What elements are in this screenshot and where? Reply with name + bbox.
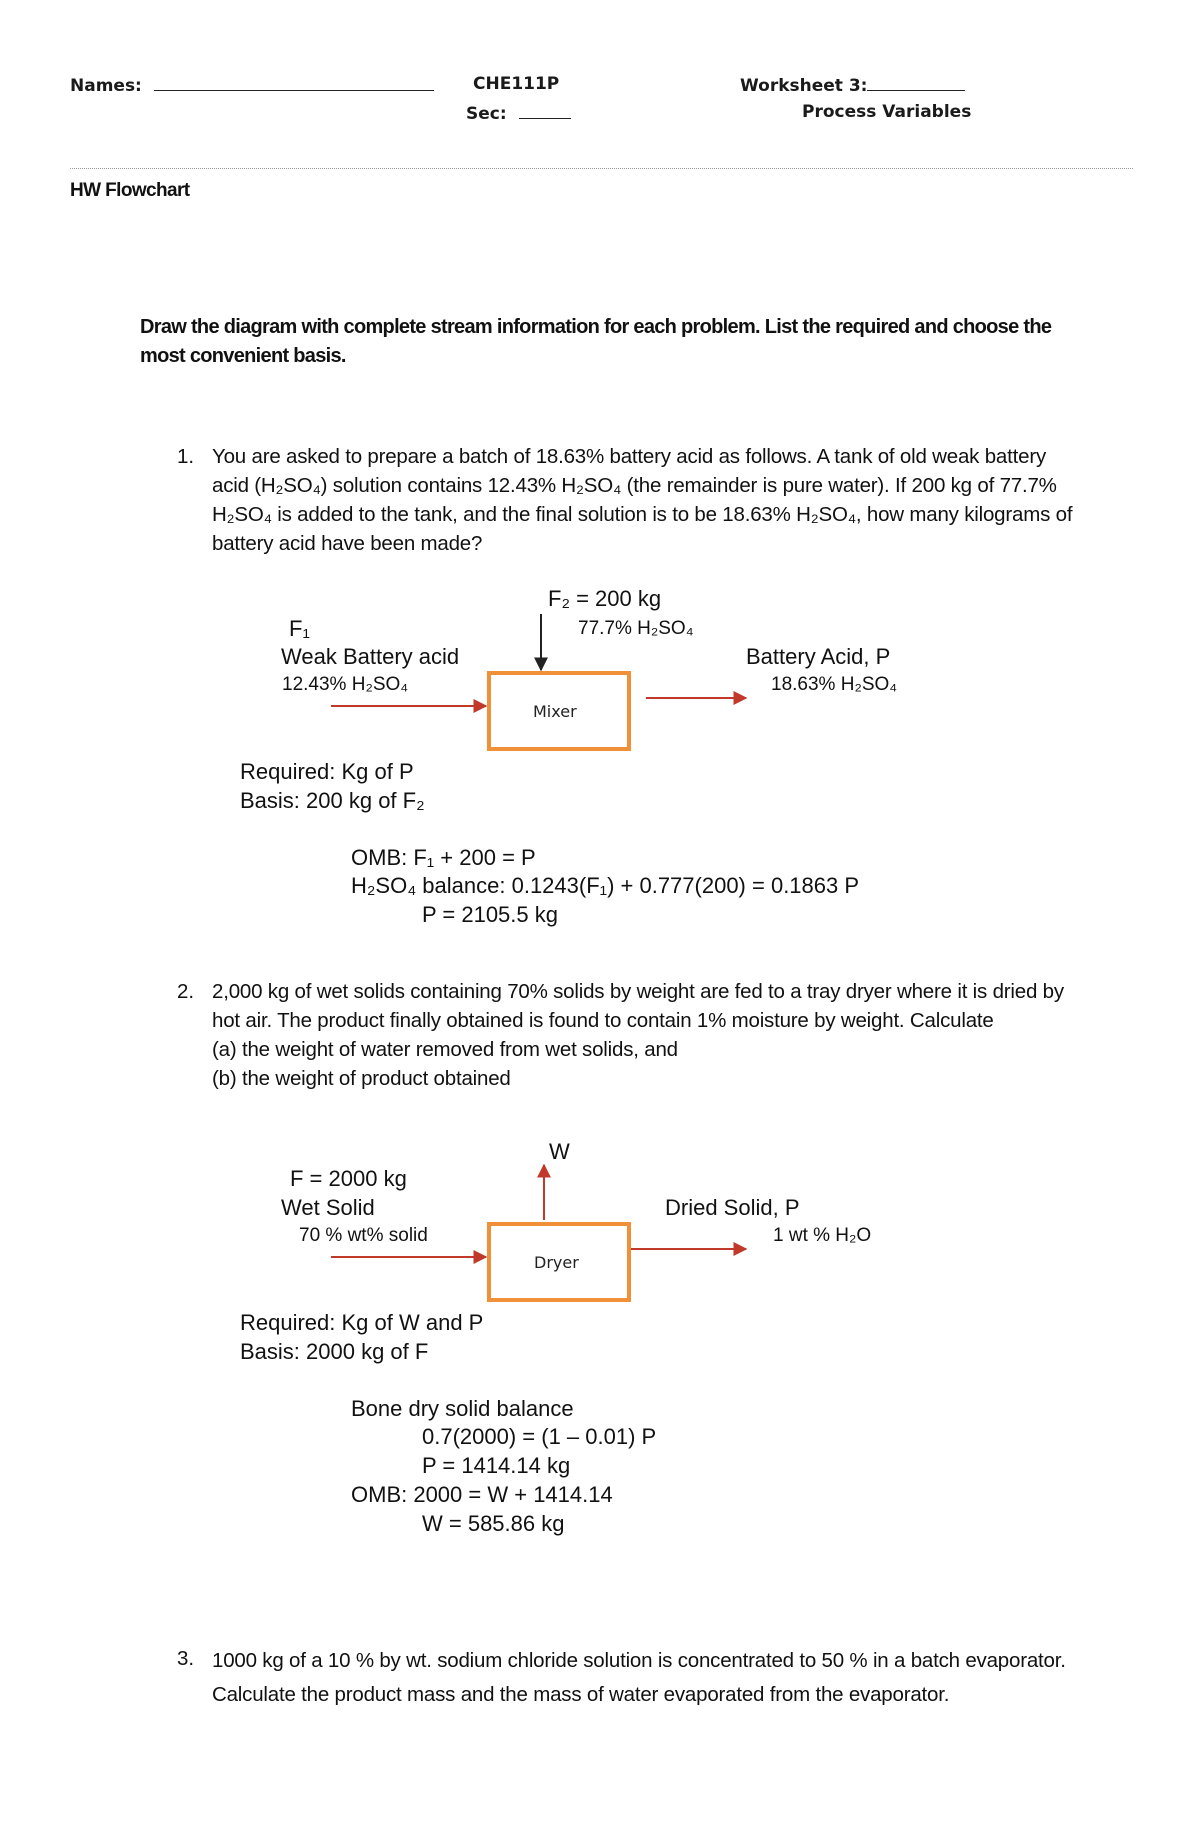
problem-1-acid-balance: H₂SO₄ balance: 0.1243(F₁) + 0.777(200) = 0.1863 P — [351, 873, 860, 898]
mixer-feed-description: Weak Battery acid — [281, 644, 460, 669]
problem-3-line: Calculate the product mass and the mass of water evaporated from the evaporator. — [212, 1683, 950, 1706]
dryer-feed-composition: 70 % wt% solid — [299, 1225, 428, 1246]
mixer-product-description: Battery Acid, P — [746, 644, 891, 669]
instructions-line-1: Draw the diagram with complete stream information for each problem. List the required and choose the — [140, 316, 1052, 338]
problem-2-line: (b) the weight of product obtained — [212, 1067, 511, 1090]
problem-2-number: 2. — [177, 980, 195, 1003]
problem-1-required: Required: Kg of P — [240, 759, 414, 784]
mixer-unit-label: Mixer — [533, 702, 577, 721]
problem-2-line: hot air. The product finally obtained is found to contain 1% moisture by weight. Calculate — [212, 1009, 994, 1032]
problem-2-line: (a) the weight of water removed from wet solids, and — [212, 1038, 678, 1061]
problem-2-product-answer: P = 1414.14 kg — [422, 1453, 571, 1478]
instructions-line-2: most convenient basis. — [140, 345, 346, 367]
dryer-product-description: Dried Solid, P — [665, 1195, 800, 1220]
worksheet-label: Worksheet 3: — [740, 76, 868, 96]
problem-2-line: 2,000 kg of wet solids containing 70% solids by weight are fed to a tray dryer where it is dried by — [212, 980, 1064, 1003]
problem-1-answer: P = 2105.5 kg — [422, 902, 558, 927]
topic: Process Variables — [802, 102, 972, 122]
dryer-unit-label: Dryer — [534, 1253, 579, 1272]
problem-1-basis: Basis: 200 kg of F₂ — [240, 788, 425, 813]
problem-2-basis: Basis: 2000 kg of F — [240, 1339, 429, 1364]
section-title: HW Flowchart — [70, 180, 190, 201]
problem-2-solution-heading: Bone dry solid balance — [351, 1396, 574, 1421]
dryer-top-stream-label: W — [549, 1139, 570, 1164]
problem-2-solid-balance: 0.7(2000) = (1 – 0.01) P — [422, 1424, 657, 1449]
problem-2-required: Required: Kg of W and P — [240, 1310, 484, 1335]
dryer-feed-description: Wet Solid — [281, 1195, 375, 1220]
mixer-top-stream-label: F₂ = 200 kg — [548, 586, 662, 611]
problem-1-number: 1. — [177, 445, 195, 468]
problem-1-line: acid (H₂SO₄) solution contains 12.43% H₂SO₄ (the remainder is pure water). If 200 kg of 77.7% — [212, 474, 1057, 497]
sec-label: Sec: — [466, 104, 507, 124]
dryer-product-composition: 1 wt % H₂O — [773, 1225, 872, 1246]
problem-2-water-answer: W = 585.86 kg — [422, 1511, 565, 1536]
mixer-product-composition: 18.63% H₂SO₄ — [771, 674, 898, 695]
problem-1-line: battery acid have been made? — [212, 532, 483, 555]
problem-3-line: 1000 kg of a 10 % by wt. sodium chloride solution is concentrated to 50 % in a batch evaporator. — [212, 1649, 1066, 1672]
mixer-feed-name: F₁ — [289, 616, 310, 641]
problem-2-overall-balance: OMB: 2000 = W + 1414.14 — [351, 1482, 613, 1507]
course-code: CHE111P — [473, 74, 560, 94]
problem-1-line: You are asked to prepare a batch of 18.63% battery acid as follows. A tank of old weak battery — [212, 445, 1047, 468]
mixer-feed-composition: 12.43% H₂SO₄ — [282, 674, 409, 695]
problem-1-line: H₂SO₄ is added to the tank, and the final solution is to be 18.63% H₂SO₄, how many kilograms of — [212, 503, 1073, 526]
dryer-feed-name: F = 2000 kg — [290, 1166, 407, 1191]
problem-3-number: 3. — [177, 1647, 195, 1670]
names-label: Names: — [70, 76, 142, 96]
mixer-top-stream-composition: 77.7% H₂SO₄ — [578, 618, 694, 639]
problem-1-overall-balance: OMB: F₁ + 200 = P — [351, 845, 536, 870]
